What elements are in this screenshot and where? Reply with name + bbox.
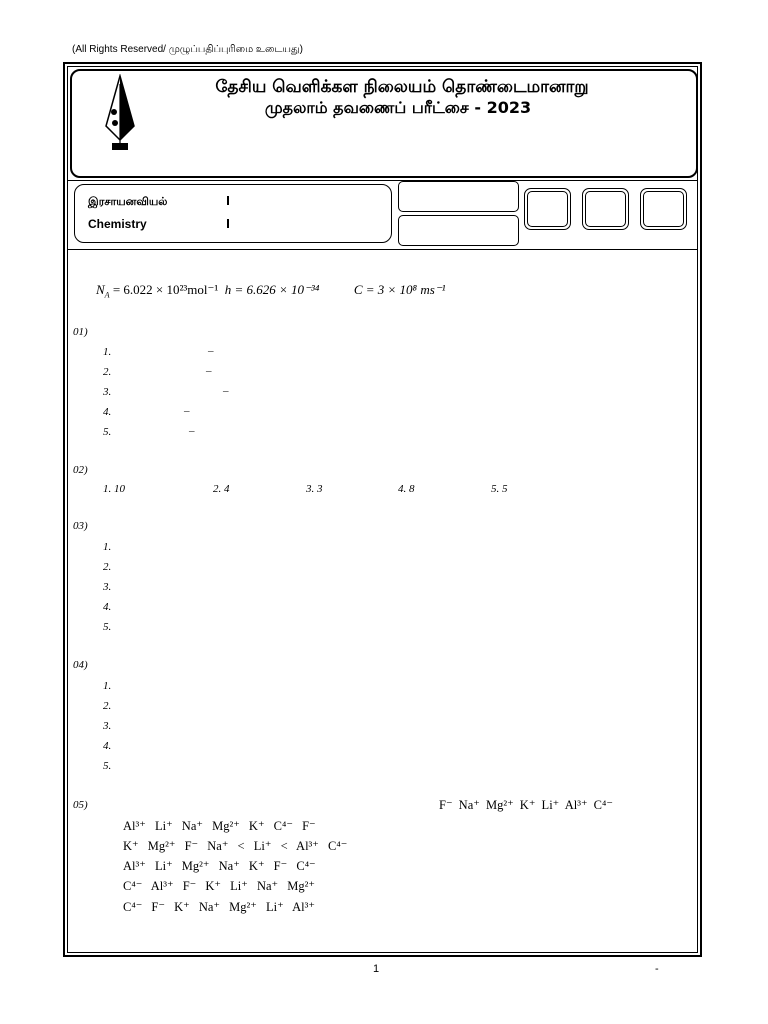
option-label: 3.: [103, 386, 112, 398]
option-label: 2.: [103, 700, 112, 712]
institution-logo-icon: [98, 74, 142, 152]
option-label: 5.: [103, 760, 112, 772]
subject-separator: [227, 196, 229, 205]
ion-option: Al³⁺ Li⁺ Na⁺ Mg²⁺ K⁺ C⁴⁻ F⁻: [123, 819, 316, 833]
subject-english: Chemistry: [88, 217, 147, 231]
option-label: 1.: [103, 680, 112, 692]
index-box-2: [582, 188, 629, 230]
question-number: 05): [73, 799, 88, 811]
ion-option: Al³⁺ Li⁺ Mg²⁺ Na⁺ K⁺ F⁻ C⁴⁻: [123, 859, 316, 873]
option-dash: –: [206, 365, 212, 377]
subject-divider: [67, 249, 698, 250]
page-continue-mark: -: [655, 963, 659, 975]
question-number: 04): [73, 659, 88, 671]
option-label: 3.: [103, 581, 112, 593]
option-dash: –: [208, 345, 214, 357]
option-label: 1.: [103, 541, 112, 553]
option-label: 2.: [103, 561, 112, 573]
option-label: 5.: [103, 426, 112, 438]
option-label: 4.: [103, 406, 112, 418]
ion-list: F⁻ Na⁺ Mg²⁺ K⁺ Li⁺ Al³⁺ C⁴⁻: [439, 798, 613, 812]
question-number: 01): [73, 326, 88, 338]
option-label: 5. 5: [491, 483, 508, 495]
option-label: 2. 4: [213, 483, 230, 495]
question-number: 03): [73, 520, 88, 532]
index-box-1: [524, 188, 571, 230]
option-label: 1. 10: [103, 483, 125, 495]
option-label: 4. 8: [398, 483, 415, 495]
option-label: 5.: [103, 621, 112, 633]
option-label: 4.: [103, 601, 112, 613]
duration-box: [398, 215, 519, 246]
paper-code-box: [398, 181, 519, 212]
option-dash: –: [223, 385, 229, 397]
ion-option: K⁺ Mg²⁺ F⁻ Na⁺ < Li⁺ < Al³⁺ C⁴⁻: [123, 839, 348, 853]
exam-title-line2: முதலாம் தவணைப் பரீட்சை - 2023: [264, 98, 532, 117]
question-number: 02): [73, 464, 88, 476]
header-divider: [67, 180, 698, 181]
option-label: 4.: [103, 740, 112, 752]
ion-option: C⁴⁻ F⁻ K⁺ Na⁺ Mg²⁺ Li⁺ Al³⁺: [123, 900, 315, 914]
option-label: 1.: [103, 346, 112, 358]
ion-option: C⁴⁻ Al³⁺ F⁻ K⁺ Li⁺ Na⁺ Mg²⁺: [123, 879, 315, 893]
page-number: 1: [373, 963, 380, 975]
option-dash: –: [184, 405, 190, 417]
option-label: 3. 3: [306, 483, 323, 495]
subject-box: [74, 184, 392, 243]
option-label: 3.: [103, 720, 112, 732]
exam-title-line1: தேசிய வெளிக்கள நிலையம் தொண்டைமானாறு: [215, 77, 589, 97]
subject-separator: [227, 219, 229, 228]
option-dash: –: [189, 425, 195, 437]
index-box-3: [640, 188, 687, 230]
rights-notice: (All Rights Reserved/ முழுப்பதிப்புரிமை உடையது): [72, 44, 304, 55]
constants-line: $N_A = 6.022 \times 10^{23}mol^{-1}$ h = 6.626 × 10⁻³⁴ C = 3 × 10⁸ ms⁻¹: [96, 282, 446, 300]
option-label: 2.: [103, 366, 112, 378]
subject-tamil: இரசாயனவியல்: [88, 195, 168, 208]
